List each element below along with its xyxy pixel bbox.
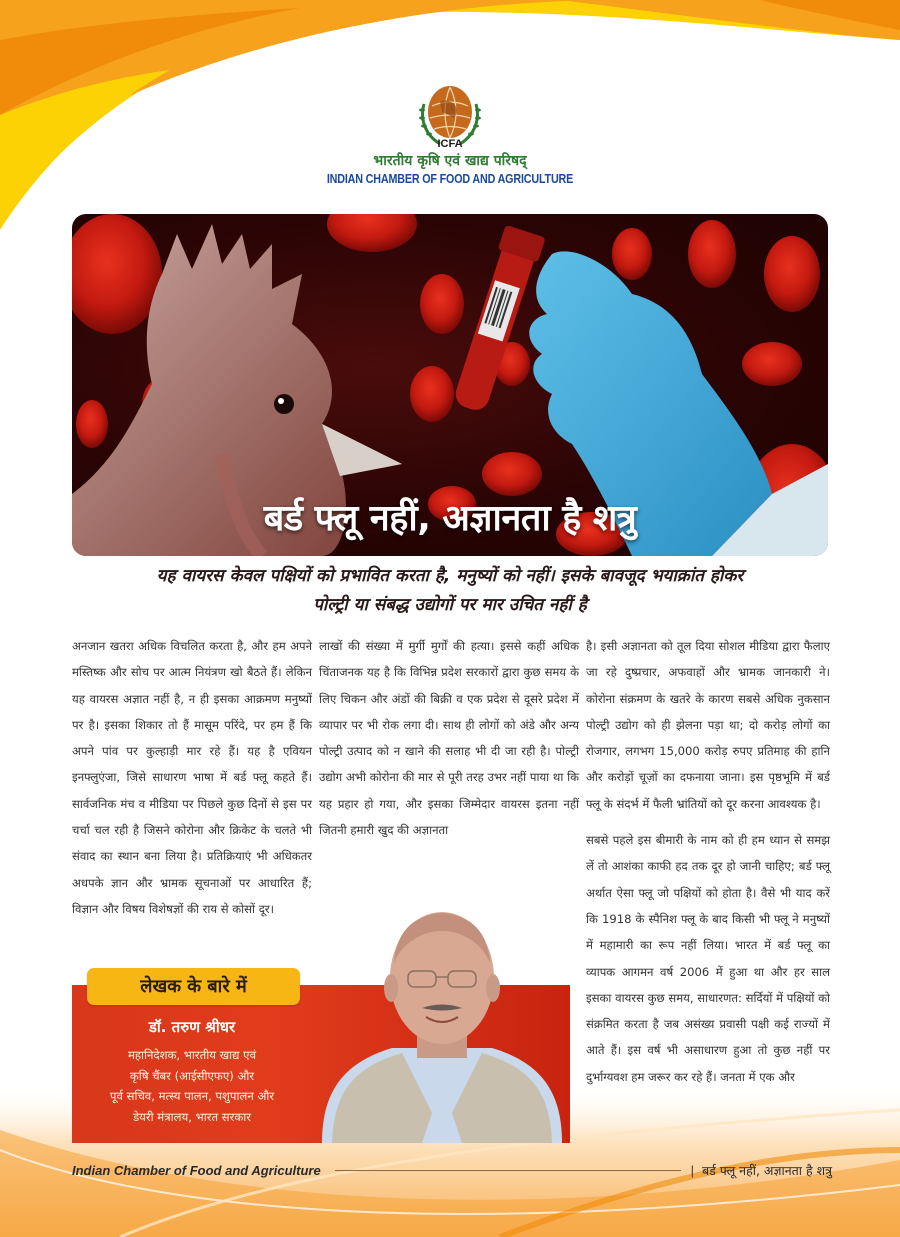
page-footer (72, 1160, 832, 1180)
subheadline-line-2: पोल्ट्री या संबद्ध उद्योगों पर मार उचित नहीं है (313, 595, 587, 615)
author-name: डॉ. तरुण श्रीधर (148, 1018, 236, 1036)
author-designation (72, 1045, 312, 1127)
about-author-label: लेखक के बारे में (87, 968, 300, 1005)
hero-image (72, 214, 828, 556)
logo-english-name: INDIAN CHAMBER OF FOOD AND AGRICULTURE (326, 172, 574, 186)
article-column-3 (586, 633, 830, 1090)
footer-article-title: बर्ड फ्लू नहीं, अज्ञानता है शत्रु (702, 1162, 832, 1178)
author-role-line-4: डेयरी मंत्रालय, भारत सरकार (132, 1109, 252, 1124)
author-portrait-illustration (312, 893, 570, 1143)
logo-hindi-name: भारतीय कृषि एवं खाद्य परिषद् (373, 153, 527, 169)
footer-publisher: Indian Chamber of Food and Agriculture (72, 1162, 321, 1178)
footer-divider-line (335, 1170, 681, 1171)
article-headline: बर्ड फ्लू नहीं, अज्ञानता है शत्रु (263, 498, 637, 539)
author-photo (312, 893, 570, 1143)
author-role-line-2: कृषि चैंबर (आईसीएफए) और (129, 1068, 255, 1083)
column-1-text: अनजान खतरा अधिक विचलित करता है, और हम अपने मस्तिष्क और सोच पर आत्म नियंत्रण खो बैठते हैं। लेकिन यह वायरस अज्ञात नहीं है, न ही इसका आक्रमण मनुष्यों पर है। इसका शिकार तो हैं मासूम परिंदे, पर हम हैं कि अपने पांव पर कुल्हाड़ी मार रहे हैं। यह है एवियन इनफ्लुएंजा, जिसे साधारण भाषा में बर्ड फ्लू कहते हैं। सार्वजनिक मंच व मीडिया पर पिछले कुछ दिनों से इस पर चर्चा चल रही है जिसने कोरोना और क्रिकेट के चलते भी संवाद का स्थान बना लिया है। प्रतिक्रियाएं भी अधिकतर अधपके ज्ञान और भ्रामक सूचनाओं पर आधारित हैं; विज्ञान और विषय विशेषज्ञों की राय से कोसों दूर। (72, 639, 312, 916)
author-role-line-1: महानिदेशक, भारतीय खाद्य एवं (127, 1048, 257, 1062)
footer-separator: | (690, 1162, 695, 1178)
icfa-logo (300, 84, 600, 194)
column-3-paragraph-1: है। इसी अज्ञानता को तूल दिया सोशल मीडिया द्वारा फैलाए जा रहे दुष्प्रचार, अफवाहों और भ्रामक जानकारी ने। कोरोना संक्रमण के खतरे के कारण सबसे अधिक नुकसान पोल्ट्री उद्योग को ही झेलना पड़ा था; दो करोड़ लोगों का रोजगार, लगभग 15,000 करोड़ रुपए प्रतिमाह की हानि और करोड़ों चूज़ों का दफनाया जाना। इस पृष्ठभूमि में बर्ड फ्लू के संदर्भ में फैली भ्रांतियों को दूर करना आवश्यक है। (586, 639, 830, 811)
article-column-2 (319, 633, 579, 843)
column-3-paragraph-2: सबसे पहले इस बीमारी के नाम को ही हम ध्यान से समझ लें तो आशंका काफी हद तक दूर हो जानी चाहिए; बर्ड फ्लू अर्थात ऐसा फ्लू जो पक्षियों को होता है। वैसे भी याद करें कि 1918 के स्पैनिश फ्लू के बाद किसी भी फ्लू ने मनुष्यों में महामारी का रूप नहीं लिया। भारत में बर्ड फ्लू का व्यापक आगमन वर्ष 2006 में हुआ था और हर साल इसका वायरस कुछ समय, साधारणत: सर्दियों में पक्षियों को संक्रमित करता है जब असंख्य प्रवासी पक्षी कई राज्यों में आते हैं। इस वर्ष भी असाधारण हुआ तो कुछ नहीं पर दुर्भाग्यवश हम जरूर कर रहे हैं। जनता में एक और (586, 833, 830, 1084)
logo-abbreviation: ICFA (437, 138, 463, 150)
column-2-text: लाखों की संख्या में मुर्गी मुर्गों की हत्या। इससे कहीं अधिक चिंताजनक यह है कि विभिन्न प्रदेश सरकारों द्वारा कुछ समय के लिए चिकन और अंडों की बिक्री व एक प्रदेश से दूसरे प्रदेश में व्यापार पर भी रोक लगा दी। साथ ही लोगों को अंडे और अन्य पोल्ट्री उत्पाद को न खाने की सलाह भी दी जा रही है। पोल्ट्री उद्योग अभी कोरोना की मार से पूरी तरह उभर नहीं पाया था कि यह प्रहार हो गया, और इसका जिम्मेदार वायरस इतना नहीं जितनी हमारी खुद की अज्ञानता (319, 639, 579, 838)
article-column-1 (72, 633, 312, 922)
subheadline-line-1: यह वायरस केवल पक्षियों को प्रभावित करता है, मनुष्यों को नहीं। इसके बावजूद भयाक्रांत होकर (156, 566, 744, 586)
author-role-line-3: पूर्व सचिव, मत्स्य पालन, पशुपालन और (109, 1089, 275, 1103)
article-subheadline (72, 562, 828, 620)
